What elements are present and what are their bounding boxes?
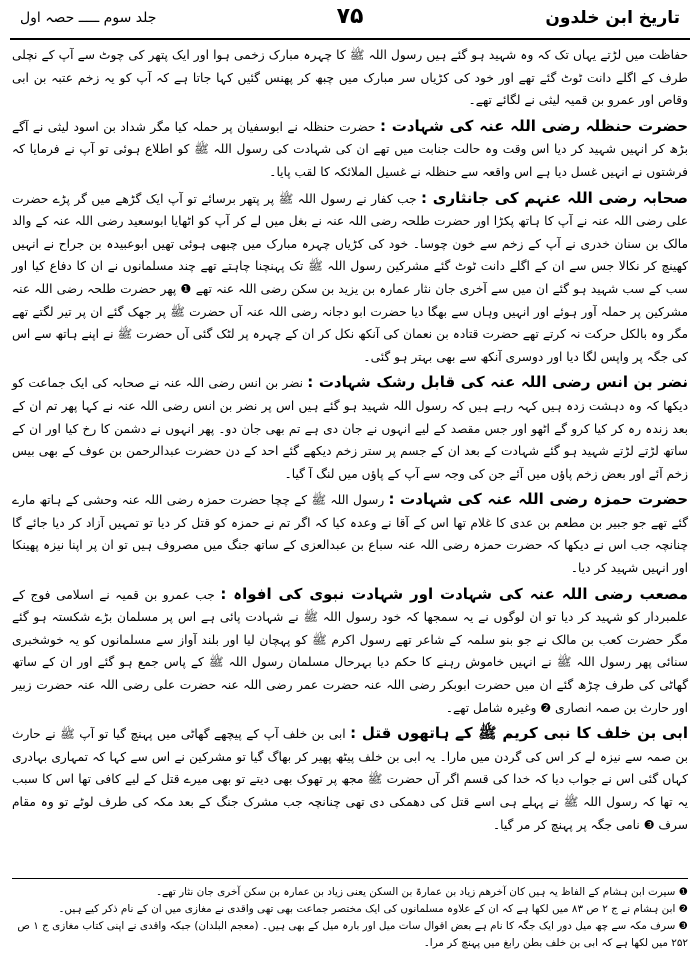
section-heading: نضر بن انس رضی اللہ عنہ کی قابل رشک شہادت : [307,373,688,392]
footnote-divider [12,878,688,879]
paragraph-body: جب کفار نے رسول اللہ ﷺ پر پتھر برسائے تو آپ ایک گڑھے میں گر پڑے حضرت علی رضی اللہ عنہ نے آپ کا ہاتھ پکڑا اور حضرت طلحہ رضی اللہ عنہ نے بغل میں لے کر آپ کو اٹھایا ابوسعید رضی اللہ عنہ کے والد مالک بن سنان خدری نے آپ کے زخم سے خون چوسا۔ خود کی کڑیاں چہرہ مبارک میں چبھی ہوئی تھیں ابوعبیدہ بن جراح نے انہیں کھینچ کر نکالا جس سے ان کے اگلے دانت ٹوٹ گئے مشرکین رسول اللہ ﷺ تک پہنچنا چاہتے تھے چند مسلمانوں نے ان کا دفاع کیا اور سب کے سب شہید ہو گئے ان میں سے آخری جان نثار عمارہ بن یزید بن سکن رضی اللہ عنہ تھے ❶ پھر حضرت طلحہ رضی اللہ عنہ مشرکین پر حملہ آور ہوئے اور انہیں وہاں سے بھگا دیا حضرت ابو دجانہ رضی اللہ عنہ آں حضرت ﷺ پر جھک گئے ان پر تیر لگتے تھے مگر وہ بالکل حرکت نہ کرتے تھے حضرت قتادہ بن نعمان کی آنکھ نکل کر ان کے چہرہ پر لٹک گئی آں حضرت ﷺ نے اپنے ہاتھ سے اس کی جگہ پر واپس لگا دیا اور دوسری آنکھ سے بھی بہتر ہو گئی۔ [12,191,688,364]
paragraph-body: نضر بن انس رضی اللہ عنہ نے صحابہ کی ایک جماعت کو دیکھا کہ وہ دہشت زدہ ہیں کہہ رہے ہیں کہ رسول اللہ شہید ہو گئے ہیں اس پر نضر بن انس رضی اللہ عنہ نے کہا پھر تم ان کے بعد زندہ رہ کر کیا کرو گے اٹھو اور جس مقصد کے لیے انہوں نے جان دی ہے تم بھی جان دو۔ پھر انہوں نے دشمن کا رخ کیا اور ان کے ساتھ لڑتے لڑتے شہید ہو گئے شہادت کے بعد ان کے جسم پر ستر زخم دیکھے گئے احد کے دن حضرت عبدالرحمن بن عوف کے بھی بیس زخم آئے اور بعض زخم پاؤں میں آئے جن کی وجہ سے آپ کے پاؤں میں لنگ آ گیا۔ [12,376,688,481]
footnote-3: ❸ سرف مکہ سے چھ میل دور ایک جگہ کا نام ہے بعض اقوال سات میل اور بارہ میل کے بھی ہیں۔ (معجم البلدان) جبکہ واقدی نے اپنی کتاب مغازی ج ۱ ص ۲۵۲ میں لکھا ہے کہ ابی بن خلف بطن رابغ میں پہنچ کر مرا۔ [17,920,688,949]
paragraph-body: حضرت حنظلہ نے ابوسفیان پر حملہ کیا مگر شداد بن اسود لیثی نے آگے بڑھ کر انہیں شہید کر دیا اس وقت وہ حالت جنابت میں تھے ان کی شہادت کی رسول اللہ ﷺ کو اطلاع ہوئی تو آپ نے فرمایا کہ فرشتوں نے انہیں غسل دیا ہے اس واقعہ سے حنظلہ نے غسیل الملائکہ کا لقب پایا۔ [12,119,688,179]
book-title: تاریخ ابن خلدون [545,8,680,28]
footnotes [12,884,688,970]
section-heading: حضرت حنظلہ رضی اللہ عنہ کی شہادت : [379,116,689,135]
section-heading: ابی بن خلف کا نبی کریم ﷺ کے ہاتھوں قتل : [350,724,689,743]
section-ubayy [12,722,688,836]
section-heading: مصعب رضی اللہ عنہ کی شہادت اور شہادت نبوی کی افواہ : [220,584,689,603]
paragraph-body: جب عمرو بن قمیہ نے اسلامی فوج کے علمبردار کو شہید کر دیا تو ان لوگوں نے یہ سمجھا کہ خود رسول اللہ ﷺ نے شہادت پائی ہے اس پر مسلمان بڑے شکستہ ہو گئے مگر حضرت کعب بن مالک نے جو بنو سلمہ کے شاعر تھے رسول اکرم ﷺ کو پہچان لیا اور بلند آواز سے مسلمانوں کو یہ خوشخبری سنائی پھر رسول اللہ ﷺ نے انہیں خاموش رہنے کا حکم دیا بہرحال مسلمان رسول اللہ ﷺ کے پاس جمع ہو گئے اور ان کے ساتھ گھاٹی کی طرف چڑھ گئے ان میں حضرت ابوبکر رضی اللہ عنہ حضرت عمر رضی اللہ عنہ حضرت علی رضی اللہ عنہ حضرت زبیر اور حارث بن صمہ انصاری ❷ وغیرہ شامل تھے۔ [12,587,688,715]
section-musab [12,583,688,720]
section-hanzala [12,115,688,184]
paragraph-body: ابی بن خلف آپ کے پیچھے گھاٹی میں پہنچ گیا تو آپ ﷺ نے حارث بن صمہ سے نیزہ لے کر اس کی گردن میں مارا۔ یہ ابی بن خلف پیٹھ پھیر کر بھاگ گیا تو مشرکین نے اس سے کہا کہ تمہاری بہادری کہاں گئی اس نے جواب دیا کہ خدا کی قسم اگر آں حضرت ﷺ مجھ پر تھوک بھی دیتے تو بھی میرے قتل کے لیے کافی تھا اس کا سبب یہ تھا کہ رسول اللہ ﷺ نے پہلے ہی اسے قتل کی دھمکی دی تھی چنانچہ جب مشرک جنگ کے بعد مکہ کی طرف لوٹے تو وہ مقام سرف ❸ نامی جگہ پر پہنچ کر مر گیا۔ [12,727,688,832]
section-heading: صحابہ رضی اللہ عنہم کی جانثاری : [421,188,688,207]
footnote-1: ❶ سیرت ابن ہشام کے الفاظ یہ ہیں کان آخرھم زیاد بن عمارۃ بن السکن یعنی زیاد بن عمارہ بن سکن آخری جان نثار تھے۔ [155,886,688,898]
main-text [12,44,688,872]
page-header [10,4,690,40]
paragraph-body: حفاظت میں لڑتے یہاں تک کہ وہ شہید ہو گئے ہیں رسول اللہ ﷺ کا چہرہ مبارک زخمی ہوا اور ایک پتھر کی چوٹ سے آپ کے نچلی طرف کے اگلے دانت ٹوٹ گئے تھے اور خود کی کڑیاں سر مبارک میں چبھ کر پھنس گئیں کہا جاتا ہے کہ آپ کو یہ زخم عتبہ بن ابی وقاص اور عمرو بن قمیہ لیثی نے لگائے تھے۔ [12,48,688,108]
footnote-2: ❷ ابن ہشام نے ج ۲ ص ۸۳ میں لکھا ہے کہ ان کے علاوہ مسلمانوں کی ایک مختصر جماعت بھی تھی واقدی نے مغازی میں ان کے نام ذکر کیے ہیں۔ [58,903,688,915]
section-nadr [12,371,688,485]
page-number: ۷۵ [336,4,364,29]
section-hamza [12,488,688,579]
section-sahaba [12,187,688,369]
volume-label: جلد سوم ـــــ حصہ اول [20,10,157,26]
paragraph-intro [12,44,688,112]
paragraph-body: رسول اللہ ﷺ کے چچا حضرت حمزہ رضی اللہ عنہ وحشی کے ہاتھ مارے گئے تھے جو جبیر بن مطعم بن عدی کا غلام تھا اس کے آقا نے وعدہ کیا کہ اگر تم نے حمزہ کو قتل کر دیا تو تمہیں آزاد کر دیا جائے گا چنانچہ جب اس نے دیکھا کہ حضرت حمزہ رضی اللہ عنہ سباع بن عبدالعزی کے ساتھ جنگ میں مصروف ہیں تو ان پر اپنا نیزہ پھینکا اور انہیں شہید کر دیا۔ [12,493,688,576]
section-heading: حضرت حمزہ رضی اللہ عنہ کی شہادت : [388,490,689,509]
